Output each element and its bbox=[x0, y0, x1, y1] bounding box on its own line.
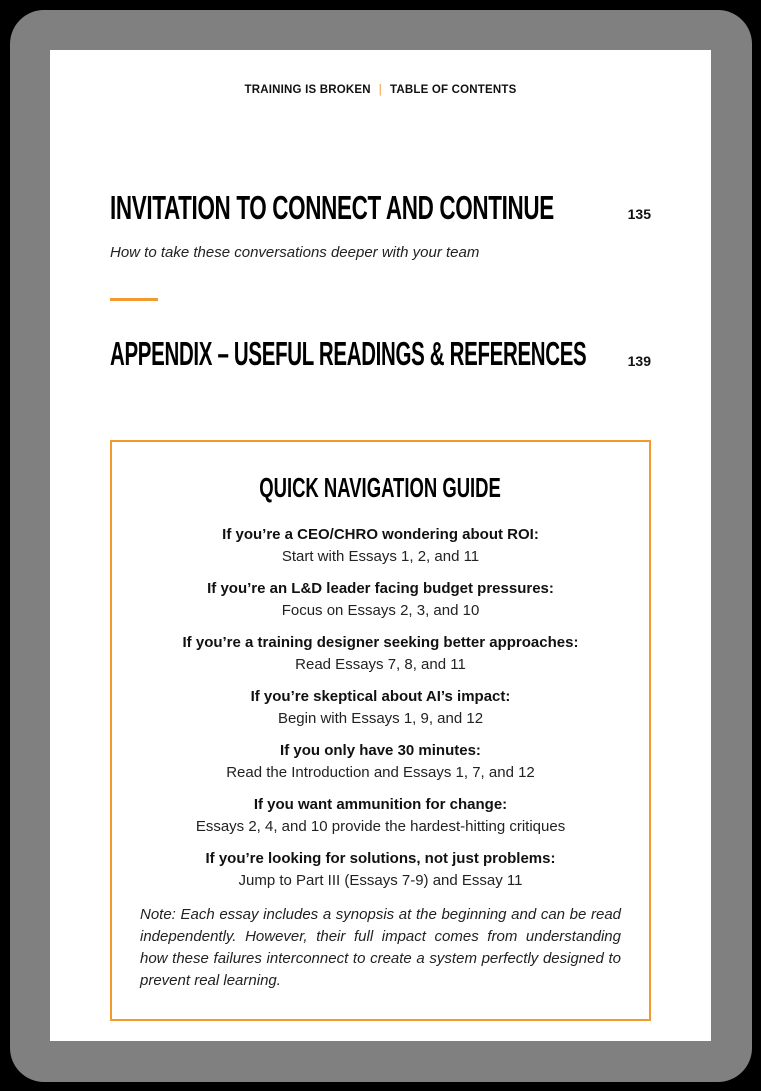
guide-answer: Read Essays 7, 8, and 11 bbox=[295, 656, 466, 673]
guide-item bbox=[112, 524, 649, 568]
quick-navigation-guide bbox=[110, 440, 651, 1021]
guide-question: If you want ammunition for change: bbox=[253, 796, 508, 813]
guide-answer: Read the Introduction and Essays 1, 7, and 12 bbox=[226, 764, 535, 781]
toc-entry-title: APPENDIX – USEFUL READINGS & REFERENCES bbox=[110, 335, 587, 372]
guide-item bbox=[112, 794, 649, 838]
accent-divider bbox=[110, 298, 158, 301]
header-separator: | bbox=[378, 84, 382, 96]
guide-answer: Begin with Essays 1, 9, and 12 bbox=[277, 710, 484, 727]
guide-question: If you only have 30 minutes: bbox=[280, 742, 481, 759]
toc-entry-title: INVITATION TO CONNECT AND CONTINUE bbox=[110, 189, 554, 226]
guide-answer: Essays 2, 4, and 10 provide the hardest-hitting critiques bbox=[195, 818, 566, 835]
guide-answer: Focus on Essays 2, 3, and 10 bbox=[281, 602, 480, 619]
toc-entry-page-number: 139 bbox=[627, 353, 651, 369]
guide-question: If you’re a CEO/CHRO wondering about ROI: bbox=[222, 526, 539, 543]
guide-answer: Jump to Part III (Essays 7-9) and Essay 11 bbox=[238, 872, 523, 889]
guide-question: If you’re a training designer seeking better approaches: bbox=[182, 634, 579, 651]
guide-answer: Start with Essays 1, 2, and 11 bbox=[281, 548, 480, 565]
toc-entry-invitation[interactable] bbox=[110, 190, 651, 226]
guide-item bbox=[112, 848, 649, 892]
guide-question: If you’re looking for solutions, not just problems: bbox=[205, 850, 556, 867]
section-title: TABLE OF CONTENTS bbox=[389, 84, 517, 96]
book-title: TRAINING IS BROKEN bbox=[244, 84, 371, 96]
guide-item bbox=[112, 632, 649, 676]
guide-question: If you’re skeptical about AI’s impact: bbox=[250, 688, 511, 705]
toc-entry-subtitle: How to take these conversations deeper with your team bbox=[110, 244, 480, 261]
guide-note: Note: Each essay includes a synopsis at the beginning and can be read independently. However, their full impact comes from understanding how these failures interconnect to create a system perfectly designed to prevent real learning. bbox=[140, 906, 621, 989]
toc-entry-page-number: 135 bbox=[627, 206, 651, 222]
guide-list bbox=[112, 524, 649, 892]
book-page bbox=[50, 50, 711, 1041]
guide-item bbox=[112, 686, 649, 730]
guide-item bbox=[112, 740, 649, 784]
guide-question: If you’re an L&D leader facing budget pressures: bbox=[207, 580, 554, 597]
guide-title: QUICK NAVIGATION GUIDE bbox=[259, 472, 502, 503]
guide-item bbox=[112, 578, 649, 622]
running-header bbox=[50, 84, 711, 96]
toc-entry-appendix[interactable] bbox=[110, 336, 651, 372]
